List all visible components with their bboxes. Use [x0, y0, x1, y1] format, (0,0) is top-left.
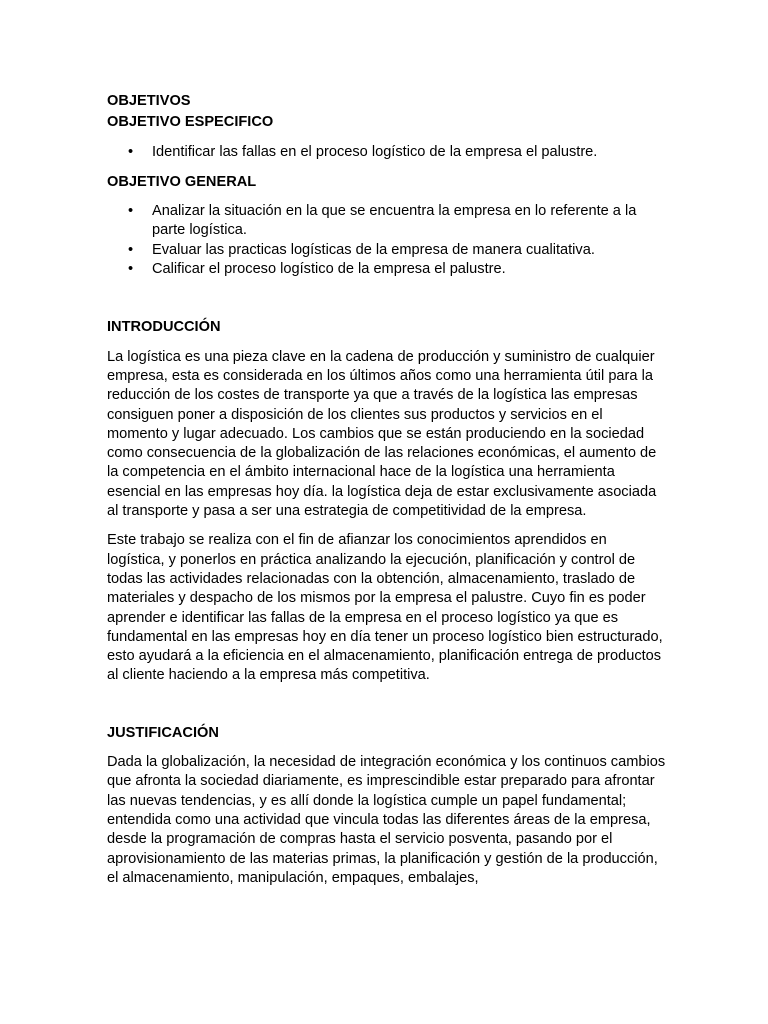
bullet-icon: • — [128, 241, 134, 258]
objetivo-especifico-heading: OBJETIVO ESPECIFICO — [107, 114, 274, 131]
list-item-text: Analizar la situación en la que se encuentra la empresa en lo referente a la parte logística. — [152, 203, 637, 239]
introduccion-paragraph-1: La logística es una pieza clave en la cadena de producción y suministro de cualquier empresa, esta es considerada en los últimos años como una herramienta útil para la reducción de los costes de transporte ya que a través de la logística las empresas consiguen poner a disposición de los clientes sus productos y servicios en el momento y lugar adecuado. Los cambios que se están produciendo en la sociedad como consecuencia de la globalización de las relaciones económicas, el aumento de la competencia en el ámbito internacional hace de la logística una herramienta esencial en las empresas hoy día. la logística deja de estar exclusivamente asociada al transporte y pasa a ser una estrategia de competitividad de la empresa. — [107, 348, 657, 520]
justificacion-paragraph-1: Dada la globalización, la necesidad de integración económica y los continuos cambios que afronta la sociedad diariamente, es imprescindible estar preparado para afrontar las nuevas tendencias, y es allí donde la logística cumple un papel fundamental; entendida como una actividad que vincula todas las diferentes áreas de la empresa, desde la programación de compras hasta el servicio posventa, pasando por el aprovisionamiento de las materias primas, la planificación y gestión de la producción, el almacenamiento, manipulación, empaques, embalajes, — [107, 754, 666, 886]
bullet-icon: • — [128, 143, 134, 160]
bullet-icon: • — [128, 261, 134, 278]
introduccion-paragraph-2: Este trabajo se realiza con el fin de afianzar los conocimientos aprendidos en logística, y ponerlos en práctica analizando la ejecución, planificación y control de todas las actividades relacionadas con la obtención, almacenamiento, traslado de materiales y despacho de los mismos por la empresa el palustre. Cuyo fin es poder aprender e identificar las fallas de la empresa en el proceso logístico ya que es fundamental en las empresas hoy en día tener un proceso logístico bien estructurado, esto ayudará a la eficiencia en el almacenamiento, planificación entrega de productos al cliente haciendo a la empresa más competitiva. — [107, 532, 663, 684]
list-item-text: Identificar las fallas en el proceso logístico de la empresa el palustre. — [152, 143, 598, 160]
bullet-icon: • — [128, 203, 134, 220]
list-item — [107, 202, 667, 241]
introduccion-heading: INTRODUCCIÓN — [107, 319, 221, 336]
objetivos-heading: OBJETIVOS — [107, 93, 191, 109]
list-item — [107, 143, 667, 162]
list-item — [107, 241, 667, 260]
list-item-text: Evaluar las practicas logísticas de la empresa de manera cualitativa. — [152, 241, 595, 258]
list-item-text: Calificar el proceso logístico de la empresa el palustre. — [152, 261, 506, 278]
list-item — [107, 260, 667, 279]
objetivo-especifico-list — [107, 143, 667, 162]
justificacion-heading: JUSTIFICACIÓN — [107, 724, 219, 741]
document-content — [107, 92, 667, 888]
objetivo-general-heading: OBJETIVO GENERAL — [107, 173, 257, 190]
objetivo-general-list — [107, 202, 667, 279]
